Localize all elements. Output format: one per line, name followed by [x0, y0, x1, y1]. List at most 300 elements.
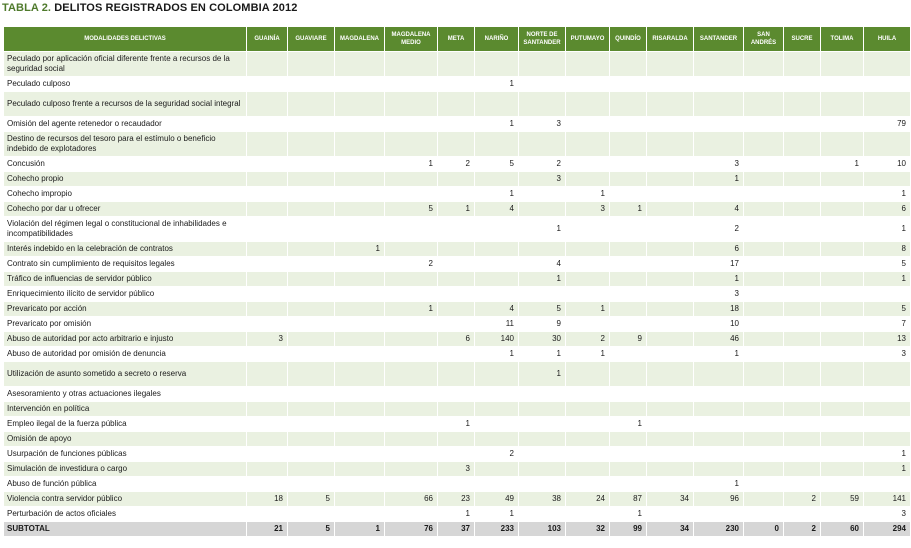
count-cell [519, 52, 566, 77]
count-cell [335, 462, 385, 477]
count-cell [288, 132, 335, 157]
count-cell [744, 507, 784, 522]
count-cell [744, 492, 784, 507]
count-cell [385, 77, 438, 92]
table-row [4, 492, 911, 507]
count-cell [385, 402, 438, 417]
count-cell [288, 432, 335, 447]
count-cell [694, 387, 744, 402]
count-cell [475, 132, 519, 157]
count-cell [784, 52, 821, 77]
crime-name-cell: Prevaricato por acción [4, 302, 247, 317]
count-cell: 1 [694, 347, 744, 362]
count-cell [335, 432, 385, 447]
count-cell: 2 [784, 492, 821, 507]
crime-name-cell: Contrato sin cumplimiento de requisitos legales [4, 257, 247, 272]
crime-name-cell: Omisión de apoyo [4, 432, 247, 447]
count-cell [288, 417, 335, 432]
count-cell [288, 332, 335, 347]
subtotal-cell: 34 [647, 522, 694, 537]
count-cell [438, 217, 475, 242]
count-cell [784, 302, 821, 317]
count-cell: 1 [519, 362, 566, 387]
table-row [4, 362, 911, 387]
count-cell [694, 52, 744, 77]
count-cell [288, 462, 335, 477]
count-cell [821, 477, 864, 492]
count-cell [247, 217, 288, 242]
count-cell [385, 432, 438, 447]
count-cell [784, 132, 821, 157]
count-cell [694, 462, 744, 477]
count-cell [784, 347, 821, 362]
crime-name-cell: Violación del régimen legal o constitucional de inhabilidades e incompatibilidades [4, 217, 247, 242]
count-cell [247, 92, 288, 117]
crime-name-cell: Enriquecimiento ilícito de servidor público [4, 287, 247, 302]
count-cell: 9 [519, 317, 566, 332]
count-cell: 1 [475, 347, 519, 362]
count-cell: 141 [864, 492, 911, 507]
count-cell [438, 117, 475, 132]
count-cell [385, 52, 438, 77]
count-cell [335, 302, 385, 317]
count-cell [821, 447, 864, 462]
column-header: GUAINÍA [247, 27, 288, 52]
column-header: MAGDALENA MEDIO [385, 27, 438, 52]
count-cell: 49 [475, 492, 519, 507]
crime-name-cell: Concusión [4, 157, 247, 172]
count-cell: 5 [864, 257, 911, 272]
count-cell [247, 272, 288, 287]
count-cell [784, 202, 821, 217]
count-cell [335, 272, 385, 287]
subtotal-cell: 230 [694, 522, 744, 537]
count-cell [610, 132, 647, 157]
count-cell [438, 317, 475, 332]
count-cell [864, 132, 911, 157]
count-cell [784, 187, 821, 202]
count-cell [385, 347, 438, 362]
count-cell [288, 242, 335, 257]
count-cell [247, 172, 288, 187]
count-cell [566, 507, 610, 522]
subtotal-cell: 103 [519, 522, 566, 537]
count-cell [694, 417, 744, 432]
count-cell [647, 132, 694, 157]
count-cell [694, 132, 744, 157]
count-cell: 5 [385, 202, 438, 217]
table-row [4, 52, 911, 77]
count-cell [247, 387, 288, 402]
count-cell [385, 217, 438, 242]
count-cell [647, 257, 694, 272]
count-cell [438, 347, 475, 362]
count-cell [821, 317, 864, 332]
count-cell: 9 [610, 332, 647, 347]
count-cell [335, 287, 385, 302]
count-cell [647, 477, 694, 492]
count-cell [694, 402, 744, 417]
count-cell [519, 387, 566, 402]
crime-name-cell: Cohecho por dar u ofrecer [4, 202, 247, 217]
count-cell: 3 [247, 332, 288, 347]
count-cell [647, 92, 694, 117]
count-cell [744, 92, 784, 117]
column-header: HUILA [864, 27, 911, 52]
count-cell [566, 462, 610, 477]
count-cell [647, 287, 694, 302]
count-cell [438, 272, 475, 287]
count-cell [385, 272, 438, 287]
count-cell [438, 77, 475, 92]
count-cell: 140 [475, 332, 519, 347]
count-cell [784, 447, 821, 462]
count-cell [335, 92, 385, 117]
count-cell [647, 417, 694, 432]
column-header: SANTANDER [694, 27, 744, 52]
count-cell [288, 272, 335, 287]
count-cell [519, 92, 566, 117]
count-cell [744, 462, 784, 477]
count-cell [438, 172, 475, 187]
count-cell: 18 [247, 492, 288, 507]
table-row [4, 302, 911, 317]
subtotal-cell: 1 [335, 522, 385, 537]
column-header: SUCRE [784, 27, 821, 52]
count-cell [647, 157, 694, 172]
count-cell [744, 362, 784, 387]
count-cell [566, 432, 610, 447]
count-cell: 6 [864, 202, 911, 217]
crime-name-cell: Peculado por aplicación oficial diferente frente a recursos de la seguridad social [4, 52, 247, 77]
count-cell [610, 362, 647, 387]
count-cell: 1 [864, 447, 911, 462]
count-cell: 1 [519, 217, 566, 242]
table-row [4, 477, 911, 492]
count-cell [821, 507, 864, 522]
crime-name-cell: Interés indebido en la celebración de contratos [4, 242, 247, 257]
count-cell: 46 [694, 332, 744, 347]
count-cell [821, 77, 864, 92]
count-cell [610, 447, 647, 462]
count-cell [647, 462, 694, 477]
table-row [4, 402, 911, 417]
count-cell [864, 287, 911, 302]
count-cell [566, 92, 610, 117]
crime-name-cell: Violencia contra servidor público [4, 492, 247, 507]
count-cell [475, 477, 519, 492]
count-cell: 3 [519, 117, 566, 132]
count-cell [864, 402, 911, 417]
count-cell [744, 217, 784, 242]
count-cell: 1 [438, 202, 475, 217]
count-cell [247, 157, 288, 172]
count-cell [821, 202, 864, 217]
count-cell [385, 172, 438, 187]
count-cell [335, 257, 385, 272]
count-cell [784, 462, 821, 477]
count-cell [335, 447, 385, 462]
count-cell [566, 52, 610, 77]
count-cell [247, 507, 288, 522]
count-cell [647, 332, 694, 347]
count-cell [821, 132, 864, 157]
count-cell [821, 117, 864, 132]
subtotal-cell: 5 [288, 522, 335, 537]
count-cell: 1 [864, 217, 911, 242]
count-cell [647, 52, 694, 77]
count-cell [821, 217, 864, 242]
count-cell [247, 447, 288, 462]
count-cell [744, 447, 784, 462]
count-cell [784, 387, 821, 402]
count-cell [288, 447, 335, 462]
count-cell: 1 [475, 507, 519, 522]
count-cell [744, 132, 784, 157]
count-cell [288, 117, 335, 132]
count-cell [288, 387, 335, 402]
crime-name-cell: Empleo ilegal de la fuerza pública [4, 417, 247, 432]
count-cell [784, 317, 821, 332]
count-cell [475, 417, 519, 432]
count-cell [335, 417, 385, 432]
count-cell: 3 [694, 287, 744, 302]
table-row [4, 202, 911, 217]
table-row [4, 287, 911, 302]
count-cell [784, 332, 821, 347]
count-cell [385, 477, 438, 492]
count-cell [864, 77, 911, 92]
count-cell: 5 [288, 492, 335, 507]
count-cell: 4 [475, 302, 519, 317]
count-cell [784, 432, 821, 447]
count-cell [438, 132, 475, 157]
count-cell [335, 187, 385, 202]
subtotal-row [4, 522, 911, 537]
crime-name-cell: Peculado culposo [4, 77, 247, 92]
count-cell [744, 302, 784, 317]
count-cell [519, 417, 566, 432]
count-cell [821, 302, 864, 317]
count-cell [647, 117, 694, 132]
count-cell [475, 287, 519, 302]
count-cell [610, 52, 647, 77]
count-cell: 2 [566, 332, 610, 347]
count-cell [247, 202, 288, 217]
count-cell [335, 202, 385, 217]
count-cell [288, 287, 335, 302]
count-cell [647, 387, 694, 402]
table-row [4, 172, 911, 187]
count-cell [647, 402, 694, 417]
count-cell: 1 [610, 417, 647, 432]
count-cell [784, 117, 821, 132]
count-cell [821, 52, 864, 77]
count-cell [519, 507, 566, 522]
count-cell [385, 287, 438, 302]
count-cell [385, 417, 438, 432]
count-cell: 5 [519, 302, 566, 317]
count-cell [438, 447, 475, 462]
count-cell [610, 157, 647, 172]
count-cell: 66 [385, 492, 438, 507]
count-cell [438, 477, 475, 492]
count-cell [335, 77, 385, 92]
count-cell [566, 417, 610, 432]
count-cell [784, 417, 821, 432]
count-cell [784, 172, 821, 187]
table-row [4, 347, 911, 362]
count-cell [288, 157, 335, 172]
crime-name-cell: Simulación de investidura o cargo [4, 462, 247, 477]
count-cell: 3 [566, 202, 610, 217]
count-cell [335, 132, 385, 157]
count-cell [519, 432, 566, 447]
count-cell: 4 [475, 202, 519, 217]
count-cell [438, 52, 475, 77]
count-cell [385, 447, 438, 462]
count-cell: 34 [647, 492, 694, 507]
count-cell [247, 52, 288, 77]
count-cell [744, 202, 784, 217]
crime-name-cell: Usurpación de funciones públicas [4, 447, 247, 462]
column-header: MAGDALENA [335, 27, 385, 52]
count-cell [438, 187, 475, 202]
count-cell [475, 52, 519, 77]
count-cell [385, 332, 438, 347]
count-cell: 1 [610, 202, 647, 217]
count-cell [247, 187, 288, 202]
count-cell [519, 132, 566, 157]
count-cell [288, 507, 335, 522]
count-cell [744, 157, 784, 172]
count-cell [784, 272, 821, 287]
count-cell: 4 [694, 202, 744, 217]
count-cell [744, 117, 784, 132]
crime-name-cell: Peculado culposo frente a recursos de la seguridad social integral [4, 92, 247, 117]
table-row [4, 507, 911, 522]
count-cell [694, 77, 744, 92]
count-cell [566, 172, 610, 187]
count-cell: 30 [519, 332, 566, 347]
crime-name-cell: Tráfico de influencias de servidor público [4, 272, 247, 287]
count-cell [566, 257, 610, 272]
count-cell [475, 242, 519, 257]
table-row [4, 317, 911, 332]
crime-name-cell: Prevaricato por omisión [4, 317, 247, 332]
count-cell: 1 [566, 347, 610, 362]
count-cell [864, 432, 911, 447]
count-cell [247, 347, 288, 362]
count-cell [647, 362, 694, 387]
count-cell [744, 257, 784, 272]
count-cell [288, 202, 335, 217]
table-row [4, 387, 911, 402]
count-cell [566, 447, 610, 462]
count-cell [385, 317, 438, 332]
count-cell [821, 172, 864, 187]
crime-name-cell: Intervención en política [4, 402, 247, 417]
count-cell: 1 [864, 187, 911, 202]
count-cell [247, 287, 288, 302]
count-cell [647, 77, 694, 92]
table-row [4, 257, 911, 272]
count-cell: 1 [335, 242, 385, 257]
count-cell [247, 117, 288, 132]
subtotal-cell: 0 [744, 522, 784, 537]
count-cell: 1 [475, 117, 519, 132]
count-cell [519, 477, 566, 492]
column-header: SAN ANDRÉS [744, 27, 784, 52]
table-row [4, 242, 911, 257]
column-header: RISARALDA [647, 27, 694, 52]
table-row [4, 272, 911, 287]
count-cell [610, 317, 647, 332]
column-header: PUTUMAYO [566, 27, 610, 52]
count-cell [647, 317, 694, 332]
crimes-table [3, 26, 911, 537]
table-row [4, 417, 911, 432]
count-cell [475, 387, 519, 402]
count-cell [647, 302, 694, 317]
count-cell: 10 [694, 317, 744, 332]
count-cell: 17 [694, 257, 744, 272]
table-row [4, 332, 911, 347]
count-cell [610, 387, 647, 402]
crime-name-cell: Omisión del agente retenedor o recaudador [4, 117, 247, 132]
count-cell: 2 [385, 257, 438, 272]
count-cell [821, 432, 864, 447]
count-cell [744, 477, 784, 492]
subtotal-cell: 32 [566, 522, 610, 537]
header-row [4, 27, 911, 52]
count-cell [566, 402, 610, 417]
count-cell [610, 77, 647, 92]
count-cell [519, 77, 566, 92]
count-cell [784, 507, 821, 522]
count-cell [519, 402, 566, 417]
count-cell [438, 362, 475, 387]
count-cell [610, 287, 647, 302]
count-cell [566, 362, 610, 387]
count-cell [744, 432, 784, 447]
count-cell [744, 402, 784, 417]
count-cell: 3 [694, 157, 744, 172]
count-cell [475, 92, 519, 117]
count-cell [610, 462, 647, 477]
count-cell [335, 347, 385, 362]
crime-name-cell: Cohecho impropio [4, 187, 247, 202]
count-cell [288, 172, 335, 187]
count-cell [385, 117, 438, 132]
count-cell [335, 362, 385, 387]
count-cell [385, 387, 438, 402]
count-cell [288, 92, 335, 117]
count-cell: 87 [610, 492, 647, 507]
count-cell [288, 77, 335, 92]
count-cell [610, 432, 647, 447]
table-row [4, 462, 911, 477]
count-cell [784, 217, 821, 242]
count-cell [288, 402, 335, 417]
count-cell [385, 187, 438, 202]
column-header: NARIÑO [475, 27, 519, 52]
table-row [4, 132, 911, 157]
count-cell [566, 132, 610, 157]
subtotal-cell: 37 [438, 522, 475, 537]
count-cell [566, 217, 610, 242]
crime-name-cell: Utilización de asunto sometido a secreto o reserva [4, 362, 247, 387]
